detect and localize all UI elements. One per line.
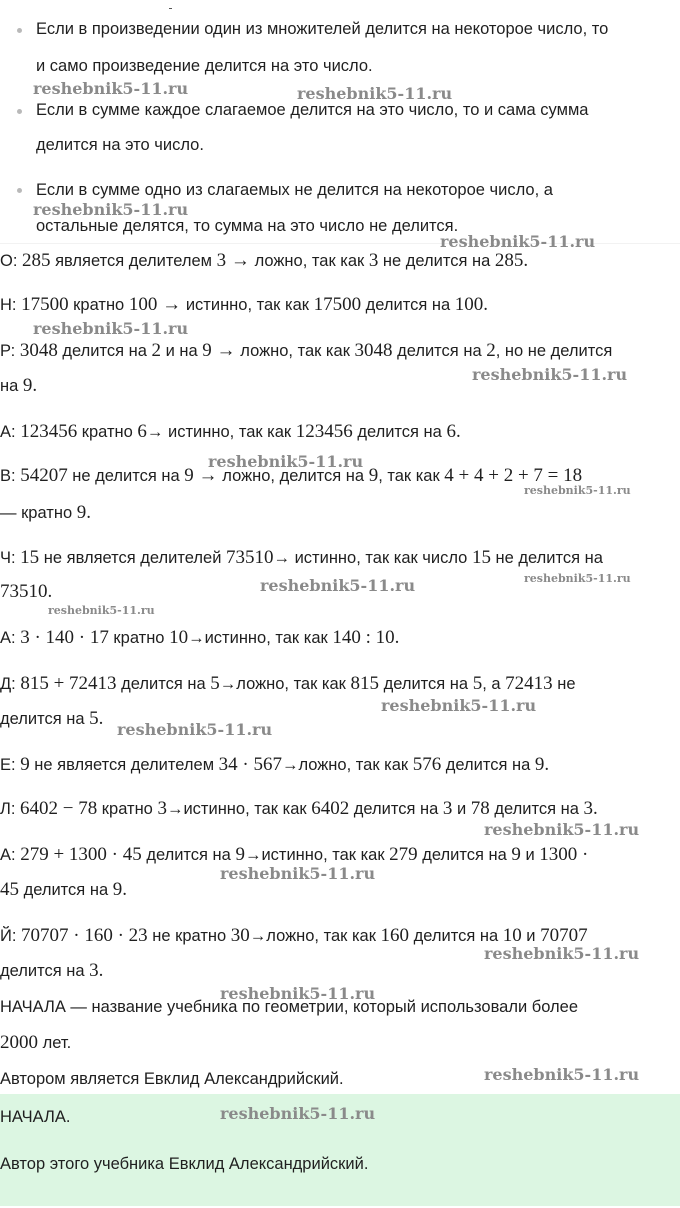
row-d-line-1: Д: 815 + 72413 делится на 5→ложно, так как 815 делится на 5, а 72413 не xyxy=(0,673,576,694)
watermark: reshebnik5-11.ru xyxy=(297,84,453,103)
watermark: reshebnik5-11.ru xyxy=(484,944,640,963)
conclusion-line-1: НАЧАЛА — название учебника по геометрии, который использовали более xyxy=(0,998,579,1016)
bullet-3-line-2: остальные делятся, то сумма на это число не делится. xyxy=(36,217,459,235)
bullet-dot xyxy=(17,188,22,193)
conclusion-line-2: 2000 лет. xyxy=(0,1032,72,1053)
watermark: reshebnik5-11.ru xyxy=(220,1104,376,1123)
watermark: reshebnik5-11.ru xyxy=(117,720,273,739)
bullet-1-line-2: и само произведение делится на это число. xyxy=(36,57,373,75)
row-a3-line-1: А: 279 + 1300 · 45 делится на 9→истинно, так как 279 делится на 9 и 1300 · xyxy=(0,844,589,865)
answer-line-2: Автор этого учебника Евклид Александрийский. xyxy=(0,1155,369,1173)
bullet-dot xyxy=(17,28,22,33)
watermark: reshebnik5-11.ru xyxy=(33,200,189,219)
top-mark xyxy=(169,8,172,9)
row-y-line-1: Й: 70707 · 160 · 23 не кратно 30→ложно, так как 160 делится на 10 и 70707 xyxy=(0,925,588,946)
row-r-line-1: Р: 3048 делится на 2 и на 9 → ложно, так как 3048 делится на 2, но не делится xyxy=(0,340,613,361)
conclusion-line-3: Автором является Евклид Александрийский. xyxy=(0,1070,344,1088)
row-e: Е: 9 не является делителем 34 · 567→ложно, так как 576 делится на 9. xyxy=(0,754,550,775)
bullet-2-line-2: делится на это число. xyxy=(36,136,204,154)
row-d-line-2: делится на 5. xyxy=(0,708,104,729)
watermark: reshebnik5-11.ru xyxy=(381,696,537,715)
watermark: reshebnik5-11.ru xyxy=(484,820,640,839)
watermark: reshebnik5-11.ru xyxy=(440,232,596,251)
bullet-2-line-1: Если в сумме каждое слагаемое делится на это число, то и сама сумма xyxy=(36,101,589,119)
row-n: Н: 17500 кратно 100 → истинно, так как 17500 делится на 100. xyxy=(0,294,489,315)
watermark: reshebnik5-11.ru xyxy=(524,572,631,585)
watermark: reshebnik5-11.ru xyxy=(220,864,376,883)
answer-line-1: НАЧАЛА. xyxy=(0,1108,71,1126)
watermark: reshebnik5-11.ru xyxy=(472,365,628,384)
row-v-line-1: В: 54207 не делится на 9 → ложно, делится на 9, так как 4 + 4 + 2 + 7 = 18 xyxy=(0,465,583,486)
row-ch-line-1: Ч: 15 не является делителей 73510→ истинно, так как число 15 не делится на xyxy=(0,547,603,568)
watermark: reshebnik5-11.ru xyxy=(484,1065,640,1084)
row-v-line-2: — кратно 9. xyxy=(0,502,91,523)
row-r-line-2: на 9. xyxy=(0,375,38,396)
watermark: reshebnik5-11.ru xyxy=(260,576,416,595)
row-ch-line-2: 73510. xyxy=(0,581,53,602)
row-y-line-2: делится на 3. xyxy=(0,960,104,981)
watermark: reshebnik5-11.ru xyxy=(48,604,155,617)
row-o: О: 285 является делителем 3 → ложно, так как 3 не делится на 285. xyxy=(0,250,529,271)
watermark: reshebnik5-11.ru xyxy=(33,79,189,98)
bullet-1-line-1: Если в произведении один из множителей делится на некоторое число, то xyxy=(36,20,609,38)
row-a1: А: 123456 кратно 6→ истинно, так как 123456 делится на 6. xyxy=(0,421,461,442)
row-l: Л: 6402 − 78 кратно 3→истинно, так как 6402 делится на 3 и 78 делится на 3. xyxy=(0,798,598,819)
bullet-dot xyxy=(17,109,22,114)
watermark: reshebnik5-11.ru xyxy=(220,984,376,1003)
row-a3-line-2: 45 делится на 9. xyxy=(0,879,127,900)
row-a2: А: 3 · 140 · 17 кратно 10→истинно, так как 140 : 10. xyxy=(0,627,400,648)
watermark: reshebnik5-11.ru xyxy=(208,452,364,471)
watermark: reshebnik5-11.ru xyxy=(524,484,631,497)
bullet-3-line-1: Если в сумме одно из слагаемых не делится на некоторое число, а xyxy=(36,181,553,199)
watermark: reshebnik5-11.ru xyxy=(33,319,189,338)
